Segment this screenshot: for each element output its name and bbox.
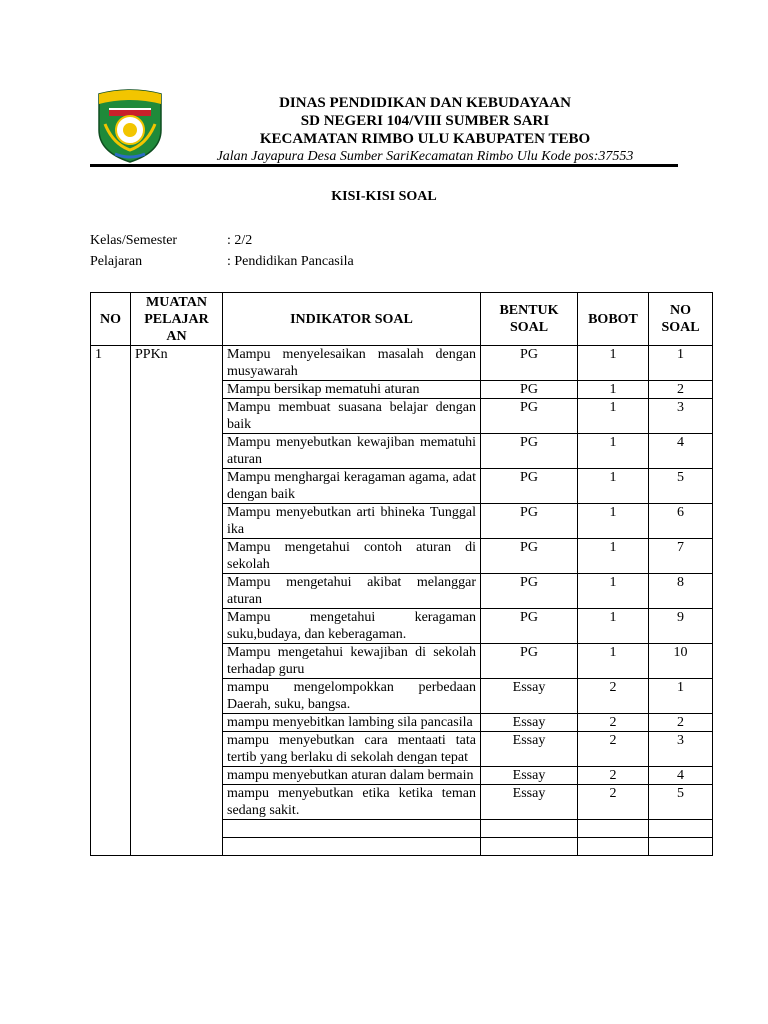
bentuk-cell: Essay (481, 732, 578, 767)
indikator-cell: Mampu mengetahui keragaman suku,budaya, dan keberagaman. (223, 609, 481, 644)
empty-cell (481, 838, 578, 856)
bobot-cell: 2 (578, 732, 649, 767)
indikator-cell: mampu menyebutkan etika ketika teman sedang sakit. (223, 785, 481, 820)
bentuk-cell: PG (481, 539, 578, 574)
bentuk-cell: Essay (481, 785, 578, 820)
indikator-cell: Mampu mengetahui contoh aturan di sekolah (223, 539, 481, 574)
no-soal-cell: 9 (649, 609, 713, 644)
no-soal-cell: 10 (649, 644, 713, 679)
bobot-cell: 2 (578, 785, 649, 820)
kisi-kisi-table (90, 292, 713, 856)
no-soal-cell: 1 (649, 346, 713, 381)
bentuk-cell: PG (481, 434, 578, 469)
bobot-cell: 1 (578, 469, 649, 504)
header-muatan: MUATAN PELAJAR AN (131, 293, 223, 346)
kelas-label: Kelas/Semester (90, 233, 178, 248)
bobot-cell: 1 (578, 399, 649, 434)
indikator-cell: Mampu menyebutkan arti bhineka Tunggal ika (223, 504, 481, 539)
indikator-cell: Mampu menyelesaikan masalah dengan musyawarah (223, 346, 481, 381)
indikator-cell: Mampu bersikap mematuhi aturan (223, 381, 481, 399)
bobot-cell: 1 (578, 609, 649, 644)
pelajaran-label: Pelajaran (90, 254, 143, 269)
bentuk-cell: PG (481, 381, 578, 399)
bentuk-cell: PG (481, 644, 578, 679)
bobot-cell: 1 (578, 504, 649, 539)
no-soal-cell: 6 (649, 504, 713, 539)
kabupaten-tebo-emblem (93, 84, 167, 164)
bentuk-cell: Essay (481, 714, 578, 732)
empty-cell (649, 838, 713, 856)
indikator-cell: mampu menyebutkan cara mentaati tata tertib yang berlaku di sekolah dengan tepat (223, 732, 481, 767)
bobot-cell: 1 (578, 644, 649, 679)
no-soal-cell: 1 (649, 679, 713, 714)
pelajaran-value: : Pendidikan Pancasila (227, 254, 354, 269)
empty-cell (223, 838, 481, 856)
bobot-cell: 1 (578, 434, 649, 469)
indikator-cell: mampu menyebutkan aturan dalam bermain (223, 767, 481, 785)
indikator-cell: Mampu menghargai keragaman agama, adat dengan baik (223, 469, 481, 504)
bobot-cell: 1 (578, 346, 649, 381)
header-bentuk: BENTUK SOAL (481, 293, 578, 346)
table-body (91, 346, 713, 856)
no-soal-cell: 3 (649, 399, 713, 434)
indikator-cell: mampu menyebitkan lambing sila pancasila (223, 714, 481, 732)
bentuk-cell: Essay (481, 679, 578, 714)
agency-name: DINAS PENDIDIKAN DAN KEBUDAYAAN (279, 95, 571, 111)
empty-cell (578, 838, 649, 856)
bentuk-cell: PG (481, 609, 578, 644)
bobot-cell: 1 (578, 539, 649, 574)
school-address: Jalan Jayapura Desa Sumber SariKecamatan Rimbo Ulu Kode pos:37553 (216, 149, 634, 164)
bobot-cell: 2 (578, 679, 649, 714)
header-indikator: INDIKATOR SOAL (223, 293, 481, 346)
bentuk-cell: PG (481, 399, 578, 434)
row-number: 1 (91, 346, 131, 856)
no-soal-cell: 8 (649, 574, 713, 609)
no-soal-cell: 7 (649, 539, 713, 574)
no-soal-cell: 4 (649, 434, 713, 469)
indikator-cell: Mampu menyebutkan kewajiban mematuhi aturan (223, 434, 481, 469)
header-divider (90, 164, 678, 167)
bentuk-cell: PG (481, 469, 578, 504)
no-soal-cell: 4 (649, 767, 713, 785)
document-meta (90, 230, 354, 272)
empty-cell (481, 820, 578, 838)
letterhead (90, 84, 678, 168)
header-no-soal: NO SOAL (649, 293, 713, 346)
document-title: KISI-KISI SOAL (331, 189, 437, 204)
no-soal-cell: 2 (649, 381, 713, 399)
no-soal-cell: 3 (649, 732, 713, 767)
indikator-cell: Mampu mengetahui akibat melanggar aturan (223, 574, 481, 609)
no-soal-cell: 2 (649, 714, 713, 732)
header-no: NO (91, 293, 131, 346)
empty-cell (649, 820, 713, 838)
kelas-value: : 2/2 (227, 233, 253, 248)
bobot-cell: 1 (578, 574, 649, 609)
bobot-cell: 2 (578, 767, 649, 785)
table-row (91, 346, 713, 381)
bentuk-cell: Essay (481, 767, 578, 785)
empty-cell (578, 820, 649, 838)
no-soal-cell: 5 (649, 469, 713, 504)
bentuk-cell: PG (481, 346, 578, 381)
indikator-cell: Mampu membuat suasana belajar dengan baik (223, 399, 481, 434)
district-name: KECAMATAN RIMBO ULU KABUPATEN TEBO (259, 131, 591, 147)
bentuk-cell: PG (481, 574, 578, 609)
muatan-cell: PPKn (131, 346, 223, 856)
bobot-cell: 2 (578, 714, 649, 732)
header-bobot: BOBOT (578, 293, 649, 346)
indikator-cell: mampu mengelompokkan perbedaan Daerah, suku, bangsa. (223, 679, 481, 714)
table-header-row (91, 293, 713, 346)
bobot-cell: 1 (578, 381, 649, 399)
indikator-cell: Mampu mengetahui kewajiban di sekolah terhadap guru (223, 644, 481, 679)
empty-cell (223, 820, 481, 838)
school-name: SD NEGERI 104/VIII SUMBER SARI (300, 113, 550, 129)
no-soal-cell: 5 (649, 785, 713, 820)
bentuk-cell: PG (481, 504, 578, 539)
